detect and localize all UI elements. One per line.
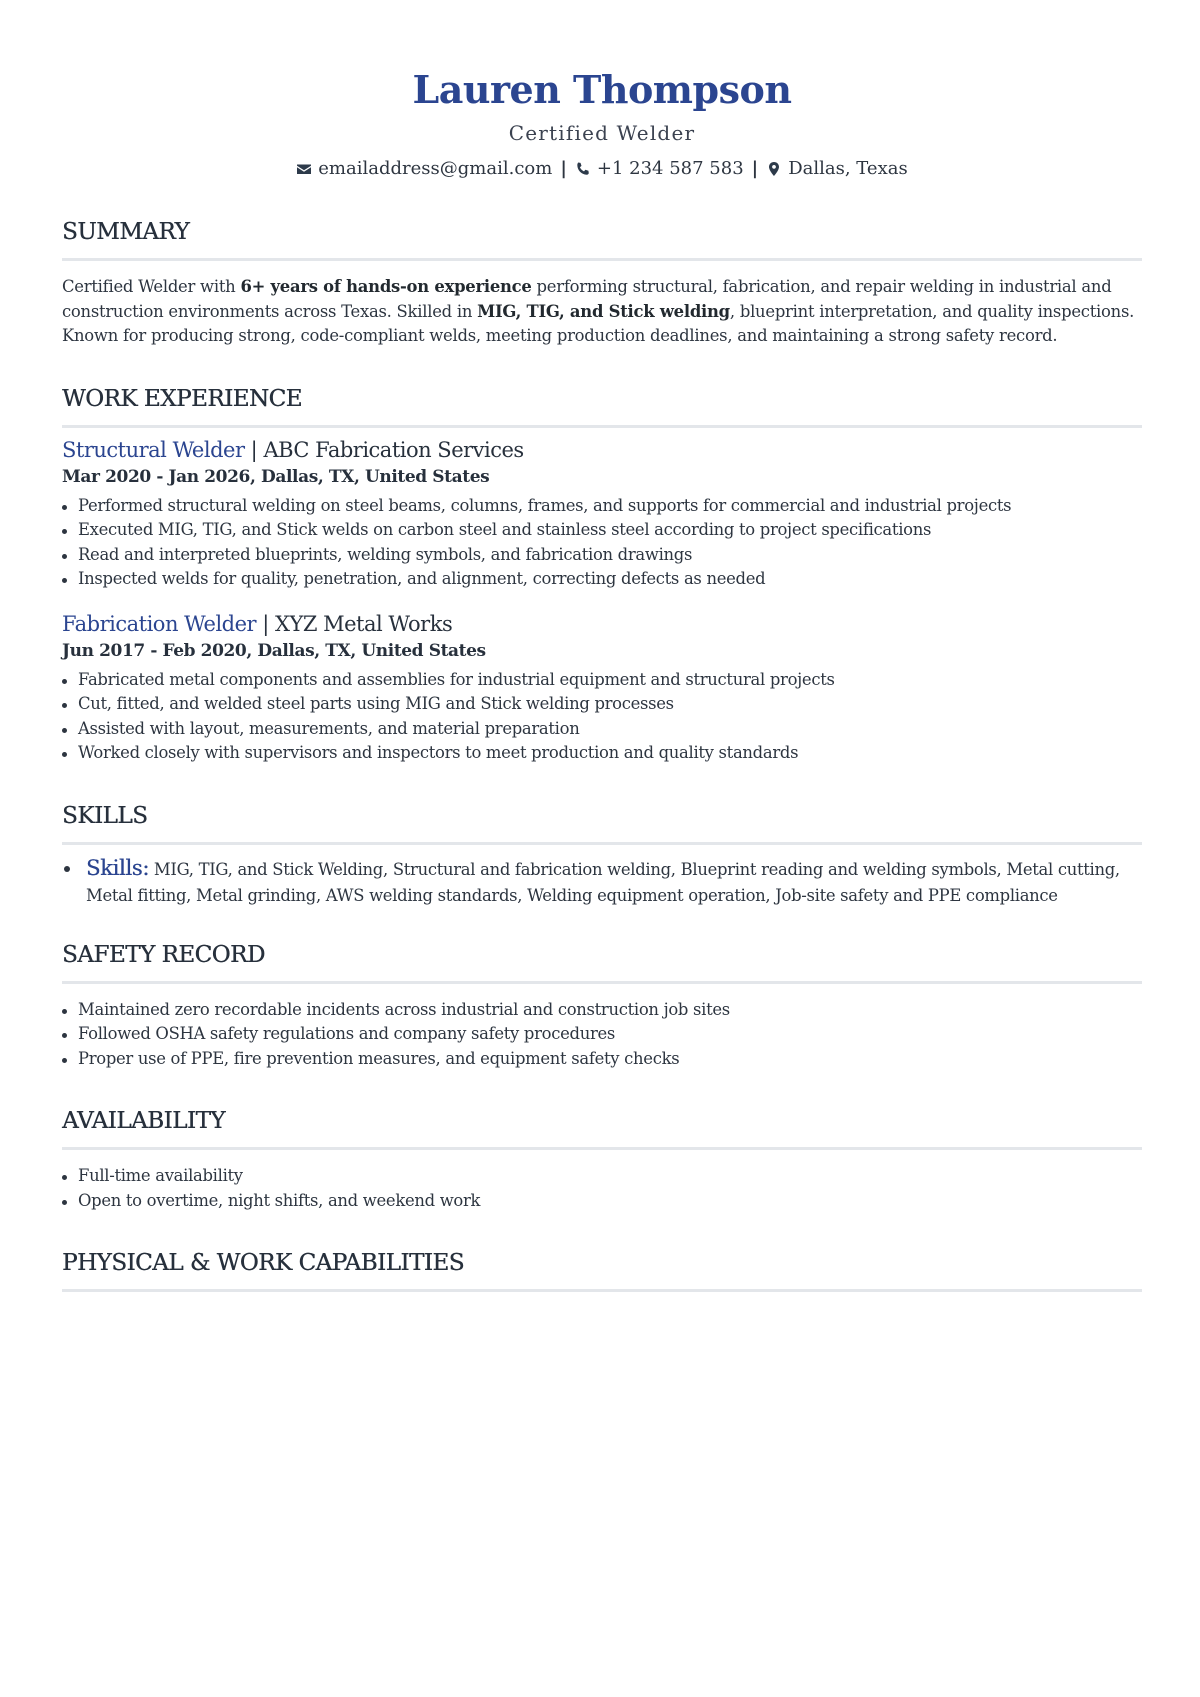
- list-item: Worked closely with supervisors and inspectors to meet production and quality standards: [62, 741, 1142, 766]
- summary-section: [62, 216, 1142, 349]
- safety-section: [62, 939, 1142, 1072]
- list-item: Inspected welds for quality, penetration, and alignment, correcting defects as needed: [62, 567, 1142, 592]
- skills-section: [62, 800, 1142, 909]
- section-title-safety: SAFETY RECORD: [62, 941, 265, 968]
- list-item: Performed structural welding on steel beams, columns, frames, and supports for commercial and industrial projects: [62, 494, 1142, 519]
- section-divider: [62, 258, 1142, 261]
- skills-label: Skills:: [86, 855, 150, 880]
- location-text: Dallas, Texas: [788, 158, 908, 179]
- section-divider: [62, 1289, 1142, 1292]
- list-item: Assisted with layout, measurements, and material preparation: [62, 717, 1142, 742]
- list-item: Executed MIG, TIG, and Stick welds on carbon steel and stainless steel according to project specifications: [62, 518, 1142, 543]
- job-dates-location: Jun 2017 - Feb 2020, Dallas, TX, United States: [62, 640, 486, 661]
- skills-list: [62, 855, 1142, 909]
- availability-bullets: [62, 1164, 1142, 1213]
- section-divider: [62, 425, 1142, 428]
- envelope-icon: [296, 161, 312, 177]
- job-heading: [62, 436, 1142, 464]
- resume-page: [62, 0, 1142, 1306]
- job-dates-location: Mar 2020 - Jan 2026, Dallas, TX, United States: [62, 466, 490, 487]
- contact-email[interactable]: [296, 156, 552, 182]
- section-divider: [62, 1147, 1142, 1150]
- phone-text: +1 234 587 583: [596, 158, 744, 179]
- experience-section: [62, 383, 1142, 766]
- job-heading: [62, 610, 1142, 638]
- list-item: Maintained zero recordable incidents across industrial and construction job sites: [62, 998, 1142, 1023]
- job-bullets: [62, 494, 1142, 592]
- contact-separator: |: [751, 158, 759, 179]
- list-item: Cut, fitted, and welded steel parts using MIG and Stick welding processes: [62, 692, 1142, 717]
- job-entry: [62, 610, 1142, 766]
- list-item: Fabricated metal components and assemblies for industrial equipment and structural projects: [62, 668, 1142, 693]
- section-title-skills: SKILLS: [62, 802, 148, 829]
- job-bullets: [62, 668, 1142, 766]
- contact-phone[interactable]: [575, 156, 744, 182]
- list-item: Followed OSHA safety regulations and company safety procedures: [62, 1022, 1142, 1047]
- job-company: XYZ Metal Works: [275, 611, 453, 636]
- section-divider: [62, 981, 1142, 984]
- job-entry: [62, 436, 1142, 592]
- availability-section: [62, 1105, 1142, 1213]
- list-item: Proper use of PPE, fire prevention measures, and equipment safety checks: [62, 1047, 1142, 1072]
- candidate-name: Lauren Thompson: [412, 67, 792, 112]
- list-item: Full-time availability: [62, 1164, 1142, 1189]
- contact-info: [62, 156, 1142, 182]
- candidate-title: Certified Welder: [508, 121, 696, 145]
- safety-bullets: [62, 998, 1142, 1072]
- job-separator: |: [256, 611, 276, 636]
- contact-separator: |: [560, 158, 567, 179]
- summary-segment: performing structural, fabrication, and repair welding in industrial and construction environments across Texas. Skilled in: [62, 277, 1112, 321]
- map-pin-icon: [766, 161, 782, 177]
- capabilities-section: [62, 1247, 1142, 1292]
- section-title-availability: AVAILABILITY: [62, 1108, 225, 1134]
- section-title-experience: WORK EXPERIENCE: [62, 385, 302, 412]
- job-company: ABC Fabrication Services: [263, 437, 524, 462]
- email-text: emailaddress@gmail.com: [318, 158, 553, 179]
- summary-text: [62, 275, 1142, 349]
- summary-highlight: 6+ years of hands-on experience: [240, 277, 532, 296]
- contact-location: [766, 156, 907, 182]
- skills-text: MIG, TIG, and Stick Welding, Structural and fabrication welding, Blueprint reading and welding symbols, Metal cutting, Metal fitting, Metal grinding, AWS welding standards, Welding equipment operation, Job-site safety and PPE compliance: [86, 859, 1120, 905]
- summary-segment: Certified Welder with: [62, 277, 241, 296]
- list-item: Open to overtime, night shifts, and weekend work: [62, 1189, 1142, 1214]
- resume-header: [62, 0, 1142, 182]
- section-title-capabilities: PHYSICAL & WORK CAPABILITIES: [62, 1250, 464, 1276]
- section-divider: [62, 842, 1142, 845]
- job-role: Fabrication Welder: [62, 611, 257, 636]
- summary-segment: , blueprint interpretation, and quality inspections. Known for producing strong, code-compliant welds, meeting production deadlines, and maintaining a strong safety record.: [62, 301, 1135, 345]
- list-item: Read and interpreted blueprints, welding symbols, and fabrication drawings: [62, 543, 1142, 568]
- summary-highlight: MIG, TIG, and Stick welding: [477, 301, 730, 321]
- job-separator: |: [244, 437, 264, 462]
- phone-icon: [575, 161, 591, 177]
- section-title-summary: SUMMARY: [62, 219, 190, 245]
- job-role: Structural Welder: [62, 437, 245, 462]
